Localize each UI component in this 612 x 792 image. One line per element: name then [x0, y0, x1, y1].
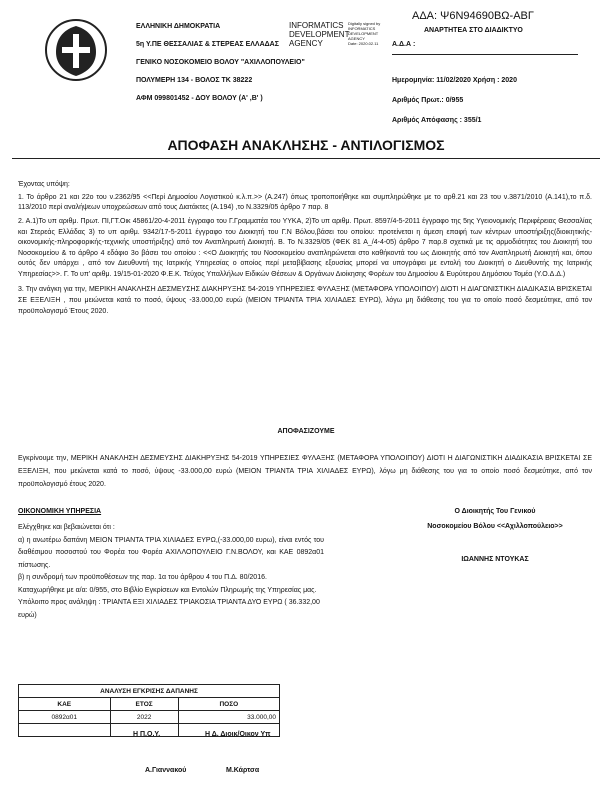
finance-lines: [18, 522, 324, 622]
expense-cell-amount: 33.000,00: [178, 711, 279, 724]
signature-stamp-fine: [348, 21, 380, 46]
finance-line-2: α) η ανωτέρω δαπάνη ΜΕΙΟΝ ΤΡΙΑΝΤΑ ΤΡΙΑ ΧΙΛΙΑΔΕΣ ΕΥΡΩ,(-33.000,00 ευρω), είναι εντός του διαθέσιμου ποσοστού του Φορέα του Φορέα ΑΧΙΛΛΟΠΟΥΛΕΙΟ Γ.Ν.ΒΟΛΟΥ, και ΚΑΕ 0892α01 πίστωσης.: [18, 536, 324, 569]
expense-cell-empty: [19, 724, 111, 737]
field-ada: Α.Δ.Α :: [392, 40, 578, 55]
main-title: ΑΠΟΦΑΣΗ ΑΝΑΚΛΗΣΗΣ - ΑΝΤΙΛΟΓΙΣΜΟΣ: [167, 137, 445, 153]
finance-line-4: Καταχωρήθηκε με α/α: 0/955, στο Βιβλίο Εγκρίσεων και Εντολών Πληρωμής της Υπηρεσίας μας.: [18, 586, 317, 594]
director-title-2: Νοσοκομείου Βόλου <<Αχιλλοπούλειο>>: [427, 523, 563, 530]
finance-line-3: β) η συνδρομή των προϋποθέσεων της παρ. 1α του άρθρου 4 του Π.Δ. 80/2016.: [18, 574, 267, 581]
table-row: [19, 711, 280, 724]
sign-name-2: Μ.Κάρτσα: [226, 767, 260, 774]
field-decision: Αριθμός Απόφασης : 355/1: [392, 117, 482, 124]
expense-header-year: ΕΤΟΣ: [110, 698, 178, 711]
expense-header-amount: ΠΟΣΟ: [178, 698, 279, 711]
expense-cell-kae: 0892α01: [19, 711, 111, 724]
considerations: [18, 193, 592, 319]
stamp-line-3: AGENCY: [289, 39, 323, 48]
right-fields: [392, 40, 578, 55]
director-title-1: Ο Διοικητής Του Γενικού: [454, 508, 536, 515]
header-line-5: ΑΦΜ 099801452 - ΔΟΥ ΒΟΛΟΥ (Α' ,Β' ): [136, 95, 263, 102]
finance-line-1: Ελέγχθηκε και βεβαιώνεται ότι :: [18, 524, 115, 531]
stamp-line-1: INFORMATICS: [289, 21, 344, 30]
sign-name-1: Α.Γιαννακού: [145, 767, 187, 774]
stamp-line-2: DEVELOPMENT: [289, 30, 350, 39]
field-date: Ημερομηνία: 11/02/2020 Χρήση : 2020: [392, 77, 517, 84]
decide-text: Εγκρίνουμε την, ΜΕΡΙΚΗ ΑΝΑΚΛΗΣΗ ΔΕΣΜΕΥΣΗΣ ΔΙΑΚΗΡΥΞΗΣ 54-2019 ΥΠΗΡΕΣΙΕΣ ΦΥΛΑΞΗΣ (ΜΕΤΑΦΟΡΑ ΥΠΟΛΟΙΠΟΥ) ΔΙΟΤΙ Η ΔΙΑΓΩΝΙΣΤΙΚΗ ΔΙΑΔΙΚΑΣΙΑ ΒΡΙΣΚΕΤΑΙ ΣΕ ΕΞΕΛΙΞΗ, που μειώνεται κατά το ποσό, ύψους -33.000,00 ευρώ (ΜΕΙΟΝ ΤΡΙΑΝΤΑ ΤΡΙΑ ΧΙΛΙΑΔΕΣ ΕΥΡΩ), λόγω μη διάθεσης του για το οποίο ποσό δεσμεύτηκε, από τον προϋπολογισμό έτους 2020.: [18, 455, 592, 488]
stamp-fine-5: Date: 2020.02.11: [348, 41, 379, 46]
header-line-1: ΕΛΛΗΝΙΚΗ ΔΗΜΟΚΡΑΤΙΑ: [136, 23, 221, 30]
consideration-3: 3. Την ανάγκη για την, ΜΕΡΙΚΗ ΑΝΑΚΛΗΣΗ ΔΕΣΜΕΥΣΗΣ ΔΙΑΚΗΡΥΞΗΣ 54-2019 ΥΠΗΡΕΣΙΕΣ ΦΥΛΑΞΗΣ (ΜΕΤΑΦΟΡΑ ΥΠΟΛΟΙΠΟΥ) ΔΙΟΤΙ Η ΔΙΑΓΩΝΙΣΤΙΚΗ ΔΙΑΔΙΚΑΣΙΑ ΒΡΙΣΚΕΤΑΙ ΣΕ ΕΞΕΛΙΞΗ , που μειώνεται κατά το ποσό, ύψους -33.000,00 ευρώ (ΜΕΙΟΝ ΤΡΙΑΝΤΑ ΤΡΙΑ ΧΙΛΙΑΔΕΣ ΕΥΡΩ), λόγω μη διάθεσης του για το οποίο ποσό δεσμεύτηκε, από τον προϋπολογισμό Έτους 2020.: [18, 286, 592, 315]
greek-emblem-icon: [44, 18, 108, 82]
stamp-fine-3: DEVELOPMENT: [348, 31, 379, 36]
header-line-3: ΓΕΝΙΚΟ ΝΟΣΟΚΟΜΕΙΟ ΒΟΛΟΥ "ΑΧΙΛΛΟΠΟΥΛΕΙΟ": [136, 59, 305, 66]
sign-director-admin: Η Δ. Διοικ/Οικον Υπ: [205, 731, 271, 738]
having-seen: Έχοντας υπόψη:: [18, 181, 70, 188]
director-name: ΙΩΑΝΝΗΣ ΝΤΟΥΚΑΣ: [461, 556, 529, 563]
expense-table-title: ΑΝΑΛΥΣΗ ΕΓΚΡΙΣΗΣ ΔΑΠΑΝΗΣ: [19, 685, 280, 698]
stamp-fine-4: AGENCY: [348, 36, 365, 41]
expense-cell-year: 2022: [110, 711, 178, 724]
sign-pou: Η Π.Ο.Υ.: [133, 731, 161, 738]
header-left: [136, 22, 305, 104]
ada-code: ΑΔΑ: Ψ6Ν94690ΒΩ-ΑΒΓ: [412, 10, 534, 22]
finance-line-5: Υπόλοιπο προς ανάληψη : ΤΡΙΑΝΤΑ ΕΞΙ ΧΙΛΙΑΔΕΣ ΤΡΙΑΚΟΣΙΑ ΤΡΙΑΝΤΑ ΔΥΟ ΕΥΡΩ ( 36.332,00 ευρώ): [18, 599, 320, 619]
expense-header-kae: ΚΑΕ: [19, 698, 111, 711]
consideration-1: 1. Το άρθρο 21 και 22ο του ν.2362/95 <<Περί Δημοσίου Λογιστικού κ.λ.π.>> (Α.247) όπως τροποποιήθηκε και συμπληρώθηκε με το αρθ.21 και 23 του ν.3871/2010 (Α.141),το π.δ. 113/2010 περί αναλήψεων υποχρεώσεων από τους Διατάκτες (Α.194) ,το Ν.3329/05 άρθρο 7 παρ. 8: [18, 194, 592, 211]
stamp-fine-1: Digitally signed by: [348, 21, 381, 26]
field-protocol: Αριθμός Πρωτ.: 0/955: [392, 97, 464, 104]
right-title: ΑΝΑΡΤΗΤΕΑ ΣΤΟ ΔΙΑΔΙΚΤΥΟ: [424, 27, 523, 34]
header-line-2: 5η Υ.ΠΕ ΘΕΣΣΑΛΙΑΣ & ΣΤΕΡΕΑΣ ΕΛΛΑΔΑΣ: [136, 41, 279, 48]
title-divider: [12, 158, 600, 159]
finance-title: ΟΙΚΟΝΟΜΙΚΗ ΥΠΗΡΕΣΙΑ: [18, 508, 102, 515]
header-line-4: ΠΟΛΥΜΕΡΗ 134 - ΒΟΛΟΣ ΤΚ 38222: [136, 77, 253, 84]
decide-title: ΑΠΟΦΑΣΙΖΟΥΜΕ: [277, 428, 335, 435]
stamp-fine-2: INFORMATICS: [348, 26, 376, 31]
consideration-2: 2. Α.1)Το υπ αριθμ. Πρωτ. ΠΙ,ΓΤ.Οικ 45861/20-4-2011 έγγραφο του Γ.Γραμματέα του ΥΥΚΑ, 2)Το υπ αριθμ. Πρωτ. 8597/4-5-2011 έγγραφο της 5ης Υγειονομικής Περιφέρειας Θεσσαλίας και Στερεάς Ελλάδας 3) το υπ αριθμ. 9342/17-5-2011 έγγραφο του Διοικητή του Γ.Ν Βόλου,βάσει του οποίου: προτείνεται η άμεση επαφή των κέντρων υποστήριξης(διοικητικής-οικονομικής-πληροφορικής-τεχνικής υποστήριξης) από τον Αναπληρωτή Διοικητή. Β. Το Ν.3329/05 (ΦΕΚ 81 Α_/4-4-05) άρθρο 7 παρ.8 σχετικά με τις αρμοδιότητες του Διοικητή του Νοσοκομείου & το άρθρο 4 εδάφιο 3ο βάσει του οποίου : <<Ο Διοικητής του Νοσοκομείου αναπληρώνεται στο καθήκοντά του ως Διοικητής από τον Αναπληρωτή Διοικητή και, όπου ουτός δεν υπάρχει , από τον Διευθυντή της Ιατρικής Υπηρεσίας ο οποίος περί μεταβίβασης εξουσίας μπορεί να υπογράφει με εντολή του Διοικητή ο Διευθυντής της Ιατρικής Υπηρεσίας>>. Γ. Το υπ' αριθμ. 19/15-01-2020 Φ.Ε.Κ. Τεύχος Υπαλλήλων Ειδικών Θέσεων & Οργάνων Διοίκησης Φορέων του Δημοσίου & Ευρύτερου Δημόσιου Τομέα (Υ.Ο.Δ.Δ.): [18, 218, 592, 278]
signature-stamp: [289, 21, 349, 48]
